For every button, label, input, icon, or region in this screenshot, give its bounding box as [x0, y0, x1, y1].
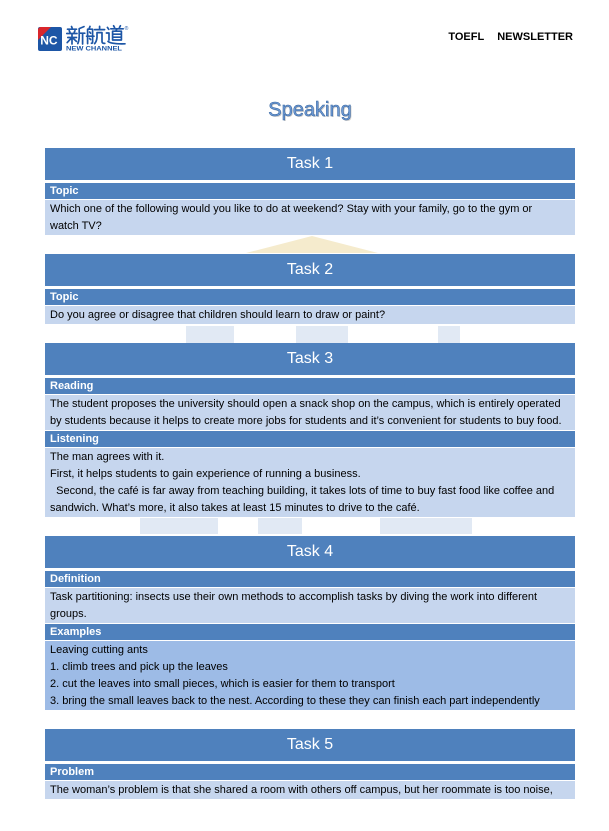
- task-3-listening-body: [45, 448, 575, 517]
- newsletter-brand: TOEFL: [448, 31, 485, 43]
- task-5-header: Task 5: [45, 729, 575, 761]
- masthead: [448, 31, 573, 44]
- text-line: Which one of the following would you like to do at weekend? Stay with your family, go to the gym or: [50, 203, 533, 215]
- new-channel-logo: [37, 23, 129, 53]
- task-4: [45, 536, 575, 710]
- text-line: Do you agree or disagree that children should learn to draw or paint?: [50, 309, 386, 321]
- text-line: by students because it helps to create more jobs for students and it’s convenient for students to buy food.: [50, 415, 562, 427]
- task-3: [45, 343, 575, 517]
- text-line: watch TV?: [50, 220, 102, 232]
- text-line: 3. bring the small leaves back to the nest. According to these they can finish each part independently: [50, 695, 540, 707]
- task-1-topic-heading: Topic: [45, 183, 575, 199]
- logo-english-wordmark: NEW CHANNEL: [66, 45, 123, 53]
- task-5-problem-body: [45, 781, 575, 799]
- task-3-reading-body: [45, 395, 575, 430]
- text-line: groups.: [50, 608, 87, 620]
- text-line: Leaving cutting ants: [50, 644, 148, 656]
- task-1-header: Task 1: [45, 148, 575, 180]
- task-4-definition-heading: Definition: [45, 571, 575, 587]
- task-2-topic-heading: Topic: [45, 289, 575, 305]
- logo-chinese-wordmark: [67, 26, 125, 44]
- task-4-examples-heading: Examples: [45, 624, 575, 640]
- text-line: Task partitioning: insects use their own methods to accomplish tasks by diving the work into different: [50, 591, 538, 603]
- task-4-header: Task 4: [45, 536, 575, 568]
- logo-registered-mark: ®: [124, 26, 129, 32]
- task-4-examples-body: [45, 641, 575, 710]
- logo-badge: [38, 27, 62, 51]
- task-5: [45, 729, 575, 799]
- task-2: [45, 254, 575, 324]
- task-list: [45, 148, 575, 818]
- text-line: 1. climb trees and pick up the leaves: [50, 661, 228, 673]
- task-3-listening-heading: Listening: [45, 431, 575, 447]
- task-3-header: Task 3: [45, 343, 575, 375]
- text-line: 2. cut the leaves into small pieces, which is easier for them to transport: [50, 678, 395, 690]
- task-1: [45, 148, 575, 235]
- task-1-topic-body: [45, 200, 575, 235]
- text-line: First, it helps students to gain experience of running a business.: [50, 468, 361, 480]
- task-2-topic-body: [45, 306, 575, 324]
- section-title: Speaking: [268, 99, 352, 121]
- logo-badge-text: NC: [40, 33, 58, 48]
- text-line: Second, the café is far away from teaching building, it takes lots of time to buy fast food like coffee and: [50, 485, 555, 497]
- task-3-reading-heading: Reading: [45, 378, 575, 394]
- task-5-problem-heading: Problem: [45, 764, 575, 780]
- text-line: The woman’s problem is that she shared a room with others off campus, but her roommate is too noise,: [50, 784, 553, 796]
- task-4-definition-body: [45, 588, 575, 623]
- newsletter-label: NEWSLETTER: [497, 31, 573, 43]
- task-2-header: Task 2: [45, 254, 575, 286]
- text-line: sandwich. What’s more, it also takes at least 15 minutes to drive to the café.: [50, 502, 420, 514]
- text-line: The student proposes the university should open a snack shop on the campus, which is entirely operated: [50, 398, 561, 410]
- text-line: The man agrees with it.: [50, 451, 165, 463]
